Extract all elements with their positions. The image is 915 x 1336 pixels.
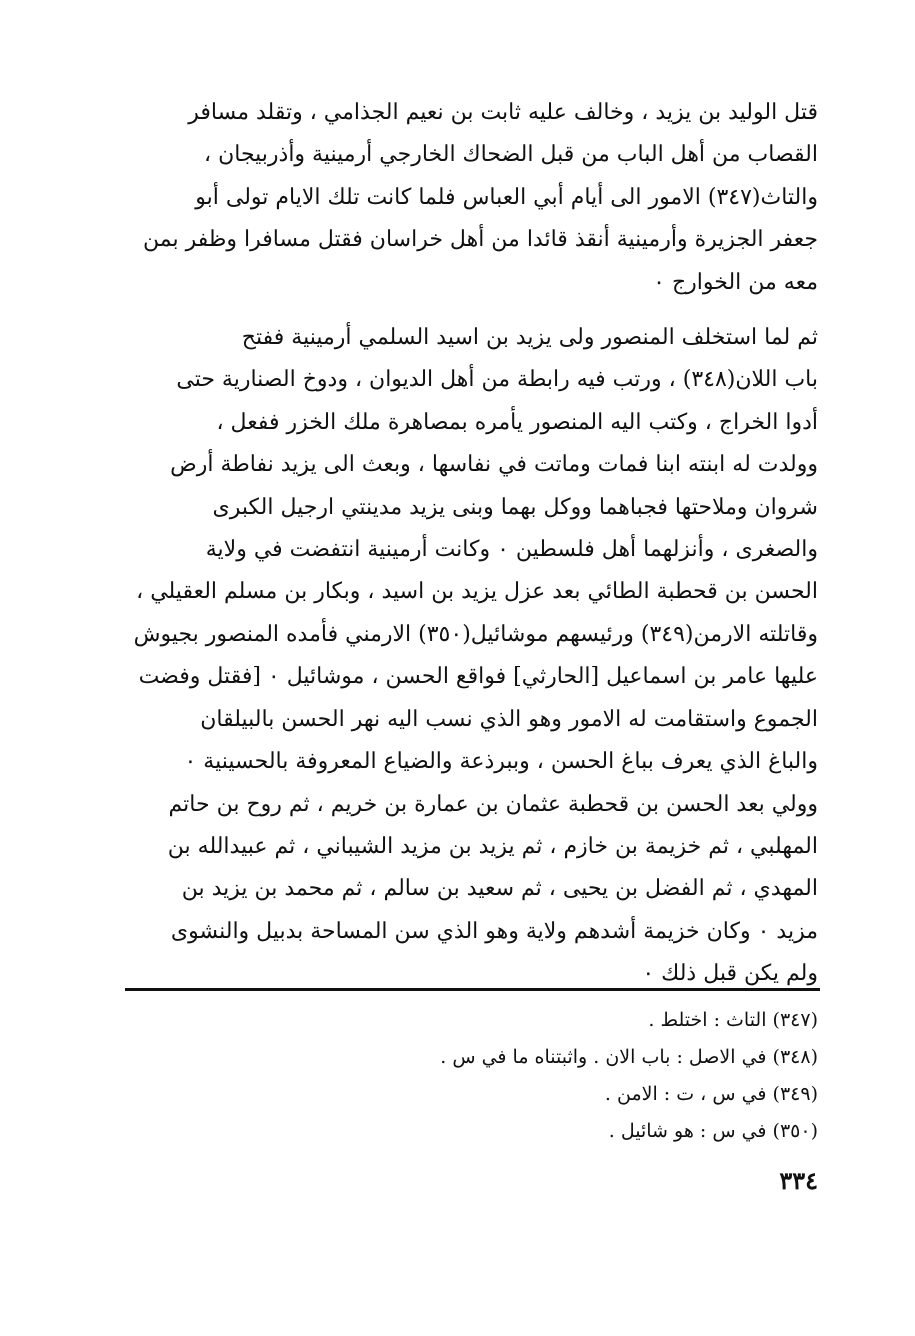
text-line: جعفر الجزيرة وأرمينية أنقذ قائدا من أهل خراسان فقتل مسافرا وظفر بمن <box>143 227 818 253</box>
text-line: قتل الوليد بن يزيد ، وخالف عليه ثابت بن نعيم الجذامي ، وتقلد مسافر <box>188 100 818 125</box>
page-number: ٣٣٤ <box>779 1166 818 1195</box>
text-line: والباغ الذي يعرف بباغ الحسن ، وببرذعة والضياع المعروفة بالحسينية ٠ <box>184 749 818 775</box>
text-line: أدوا الخراج ، وكتب اليه المنصور يأمره بمصاهرة ملك الخزر ففعل ، <box>216 409 818 435</box>
text-line: والصغرى ، وأنزلهما أهل فلسطين ٠ وكانت أرمينية انتفضت في ولاية <box>205 537 818 563</box>
text-line: شروان وملاحتها فجباهما ووكل بهما وبنى يزيد مدينتي ارجيل الكبرى <box>212 494 818 520</box>
text-line: المهلبي ، ثم خزيمة بن خازم ، ثم يزيد بن مزيد الشيباني ، ثم عبيدالله بن <box>167 833 818 859</box>
text-line: والتاث(٣٤٧) الامور الى أيام أبي العباس فلما كانت تلك الايام تولى أبو <box>195 184 818 210</box>
text-line: القصاب من أهل الباب من قبل الضحاك الخارجي أرمينية وأذربيجان ، <box>203 142 818 168</box>
footnote-349: (٣٤٩) في س ، ت : الامن . <box>604 1083 818 1105</box>
footnote-divider <box>125 988 820 991</box>
text-line: وولدت له ابنته ابنا فمات وماتت في نفاسها ، وبعث الى يزيد نفاطة أرض <box>170 452 818 478</box>
text-line: ولم يكن قبل ذلك ٠ <box>642 961 818 987</box>
text-line: معه من الخوارج ٠ <box>653 269 818 295</box>
text-line: المهدي ، ثم الفضل بن يحيى ، ثم سعيد بن سالم ، ثم محمد بن يزيد بن <box>181 876 818 902</box>
text-line: الحسن بن قحطبة الطائي بعد عزل يزيد بن اسيد ، وبكار بن مسلم العقيلي ، <box>136 579 818 605</box>
footnote-348: (٣٤٨) في الاصل : باب الان . واثبتناه ما في س . <box>440 1046 818 1068</box>
text-line: الجموع واستقامت له الامور وهو الذي نسب اليه نهر الحسن بالبيلقان <box>200 706 818 732</box>
footnote-347: (٣٤٧) التاث : اختلط . <box>648 1009 818 1031</box>
text-line: عليها عامر بن اسماعيل [الحارثي] فواقع الحسن ، موشائيل ٠ [فقتل وفضت <box>138 664 818 690</box>
text-line: مزيد ٠ وكان خزيمة أشدهم ولاية وهو الذي سن المساحة بدبيل والنشوى <box>170 918 818 944</box>
footnotes <box>120 1002 818 1150</box>
text-line: وولي بعد الحسن بن قحطبة عثمان بن عمارة بن خريم ، ثم روح بن حاتم <box>168 791 818 817</box>
text-line: ثم لما استخلف المنصور ولى يزيد بن اسيد السلمي أرمينية ففتح <box>241 325 818 351</box>
paragraph-2 <box>120 317 818 996</box>
paragraph-1 <box>120 92 818 304</box>
text-line: وقاتلته الارمن(٣٤٩) ورئيسهم موشائيل(٣٥٠) الارمني فأمده المنصور بجيوش <box>133 621 818 647</box>
text-line: باب اللان(٣٤٨) ، ورتب فيه رابطة من أهل الديوان ، ودوخ الصنارية حتى <box>176 367 818 393</box>
footnote-350: (٣٥٠) في س : هو شائيل . <box>608 1120 818 1142</box>
main-text <box>120 92 818 996</box>
